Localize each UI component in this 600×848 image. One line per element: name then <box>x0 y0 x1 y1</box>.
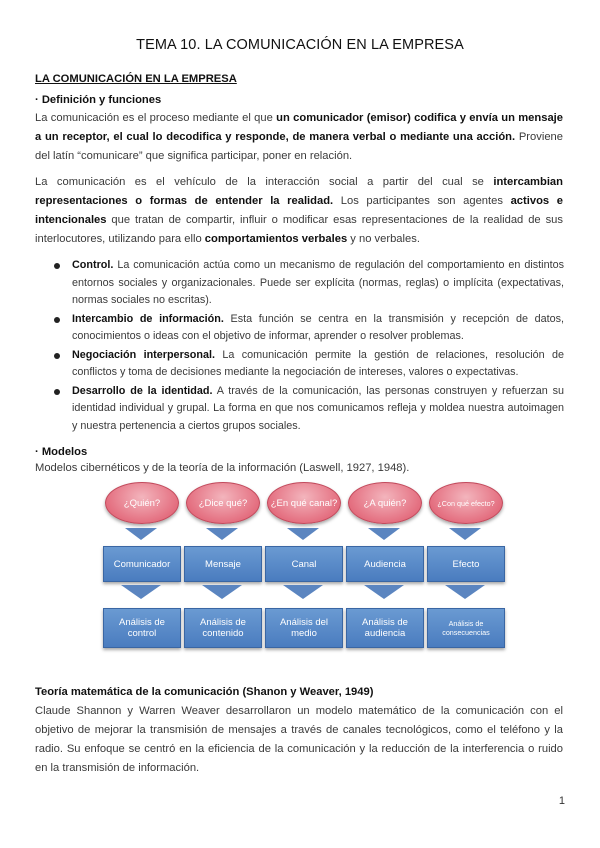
question-oval: ¿Dice qué? <box>186 482 260 524</box>
down-arrow-icon <box>287 528 319 540</box>
question-oval: ¿A quién? <box>348 482 422 524</box>
down-arrow-icon <box>364 585 404 599</box>
models-description: Modelos cibernéticos y de la teoría de la información (Laswell, 1927, 1948). <box>35 462 410 474</box>
element-box: Canal <box>265 546 343 582</box>
p2-text-bold-3: comportamientos verbales <box>204 233 348 245</box>
subheading-shannon: Teoría matemática de la comunicación (Shanon y Weaver, 1949) <box>35 686 374 698</box>
list-item <box>52 347 564 382</box>
subheading-definition: · Definición y funciones <box>35 94 162 106</box>
element-box: Mensaje <box>184 546 262 582</box>
paragraph-interaction <box>35 173 563 249</box>
down-arrow-icon <box>449 528 481 540</box>
subheading-models: · Modelos <box>35 446 88 458</box>
paragraph-definition <box>35 109 563 166</box>
down-arrow-icon <box>445 585 485 599</box>
question-oval: ¿En qué canal? <box>267 482 341 524</box>
down-arrow-icon <box>125 528 157 540</box>
p1-text-a: La comunicación es el proceso mediante el que <box>35 112 277 124</box>
list-item <box>52 311 564 346</box>
down-arrow-icon <box>121 585 161 599</box>
bullet-icon <box>54 353 60 359</box>
bullet-icon <box>54 263 60 269</box>
list-item-title: Negociación interpersonal. <box>72 348 215 361</box>
analysis-box: Análisis de contenido <box>184 608 262 648</box>
page-title: TEMA 10. LA COMUNICACIÓN EN LA EMPRESA <box>136 37 464 53</box>
element-box: Audiencia <box>346 546 424 582</box>
analysis-box: Análisis de control <box>103 608 181 648</box>
list-item-text: A través de la comunicación, las personas construyen y refuerzan su identidad individual y grupal. La forma en que nos comunicamos refleja y moldea nuestra autoimagen y nuestra pertenencia a ciertos grupos sociales. <box>72 384 564 432</box>
list-item-title: Intercambio de información. <box>72 312 224 325</box>
down-arrow-icon <box>368 528 400 540</box>
functions-list <box>52 257 564 435</box>
question-oval: ¿Con qué efecto? <box>429 482 503 524</box>
element-box: Comunicador <box>103 546 181 582</box>
list-item <box>52 257 564 310</box>
laswell-diagram <box>95 482 505 662</box>
list-item-text: La comunicación actúa como un mecanismo de regulación del comportamiento en distintos entornos sociales y organizacionales. Puede ser explícita (normas, reglas) o implícita (expectativas, normas sociales no escritas). <box>72 259 564 306</box>
bullet-icon <box>54 317 60 323</box>
down-arrow-icon <box>202 585 242 599</box>
bullet-icon <box>54 389 60 395</box>
p2-text-bold-1: intercambian representaciones o formas de entender la realidad. <box>35 176 563 207</box>
analysis-box: Análisis de consecuencias <box>427 608 505 648</box>
p1-text-c: Proviene del latín “comunicare” que significa participar, poner en relación. <box>35 131 564 162</box>
section-heading: LA COMUNICACIÓN EN LA EMPRESA <box>35 73 237 85</box>
list-item <box>52 383 564 436</box>
down-arrow-icon <box>283 585 323 599</box>
list-item-text: La comunicación permite la gestión de relaciones, resolución de conflictos y toma de decisiones mediante la negociación de intereses, valores o expectativas. <box>72 348 564 378</box>
down-arrow-icon <box>206 528 238 540</box>
p2-text-a: La comunicación es el vehículo de la interacción social a partir del cual se <box>35 176 494 188</box>
p1-text-bold: un comunicador (emisor) codifica y envía un mensaje a un receptor, el cual lo decodifica y responde, de manera verbal o mediante una acción. <box>35 112 564 143</box>
element-box: Efecto <box>427 546 505 582</box>
list-item-text: Esta función se centra en la transmisión y recepción de datos, conocimientos o ideas con el objetivo de informar, aprender o resolver problemas. <box>72 312 564 342</box>
analysis-box: Análisis de audiencia <box>346 608 424 648</box>
question-oval: ¿Quién? <box>105 482 179 524</box>
list-item-title: Control. <box>72 259 114 271</box>
p2-text-c: Los participantes son agentes <box>333 195 511 207</box>
p2-text-bold-2: activos e intencionales <box>35 195 563 226</box>
p2-text-e: que tratan de compartir, influir o modificar esas representaciones de la realidad de sus interlocutores, utilizando para ello <box>35 214 563 245</box>
p2-text-g: y no verbales. <box>347 233 420 245</box>
paragraph-shannon: Claude Shannon y Warren Weaver desarrollaron un modelo matemático de la comunicación con el objetivo de mejorar la transmisión de mensajes a través de canales tecnológicos, como el teléfono y la radio. Su enfoque se centró en la eficiencia de la comunicación y la reducción de la interferencia o ruido en la transmisión de información. <box>35 705 563 774</box>
page-number: 1 <box>558 795 565 807</box>
analysis-box: Análisis del medio <box>265 608 343 648</box>
list-item-title: Desarrollo de la identidad. <box>72 384 213 397</box>
